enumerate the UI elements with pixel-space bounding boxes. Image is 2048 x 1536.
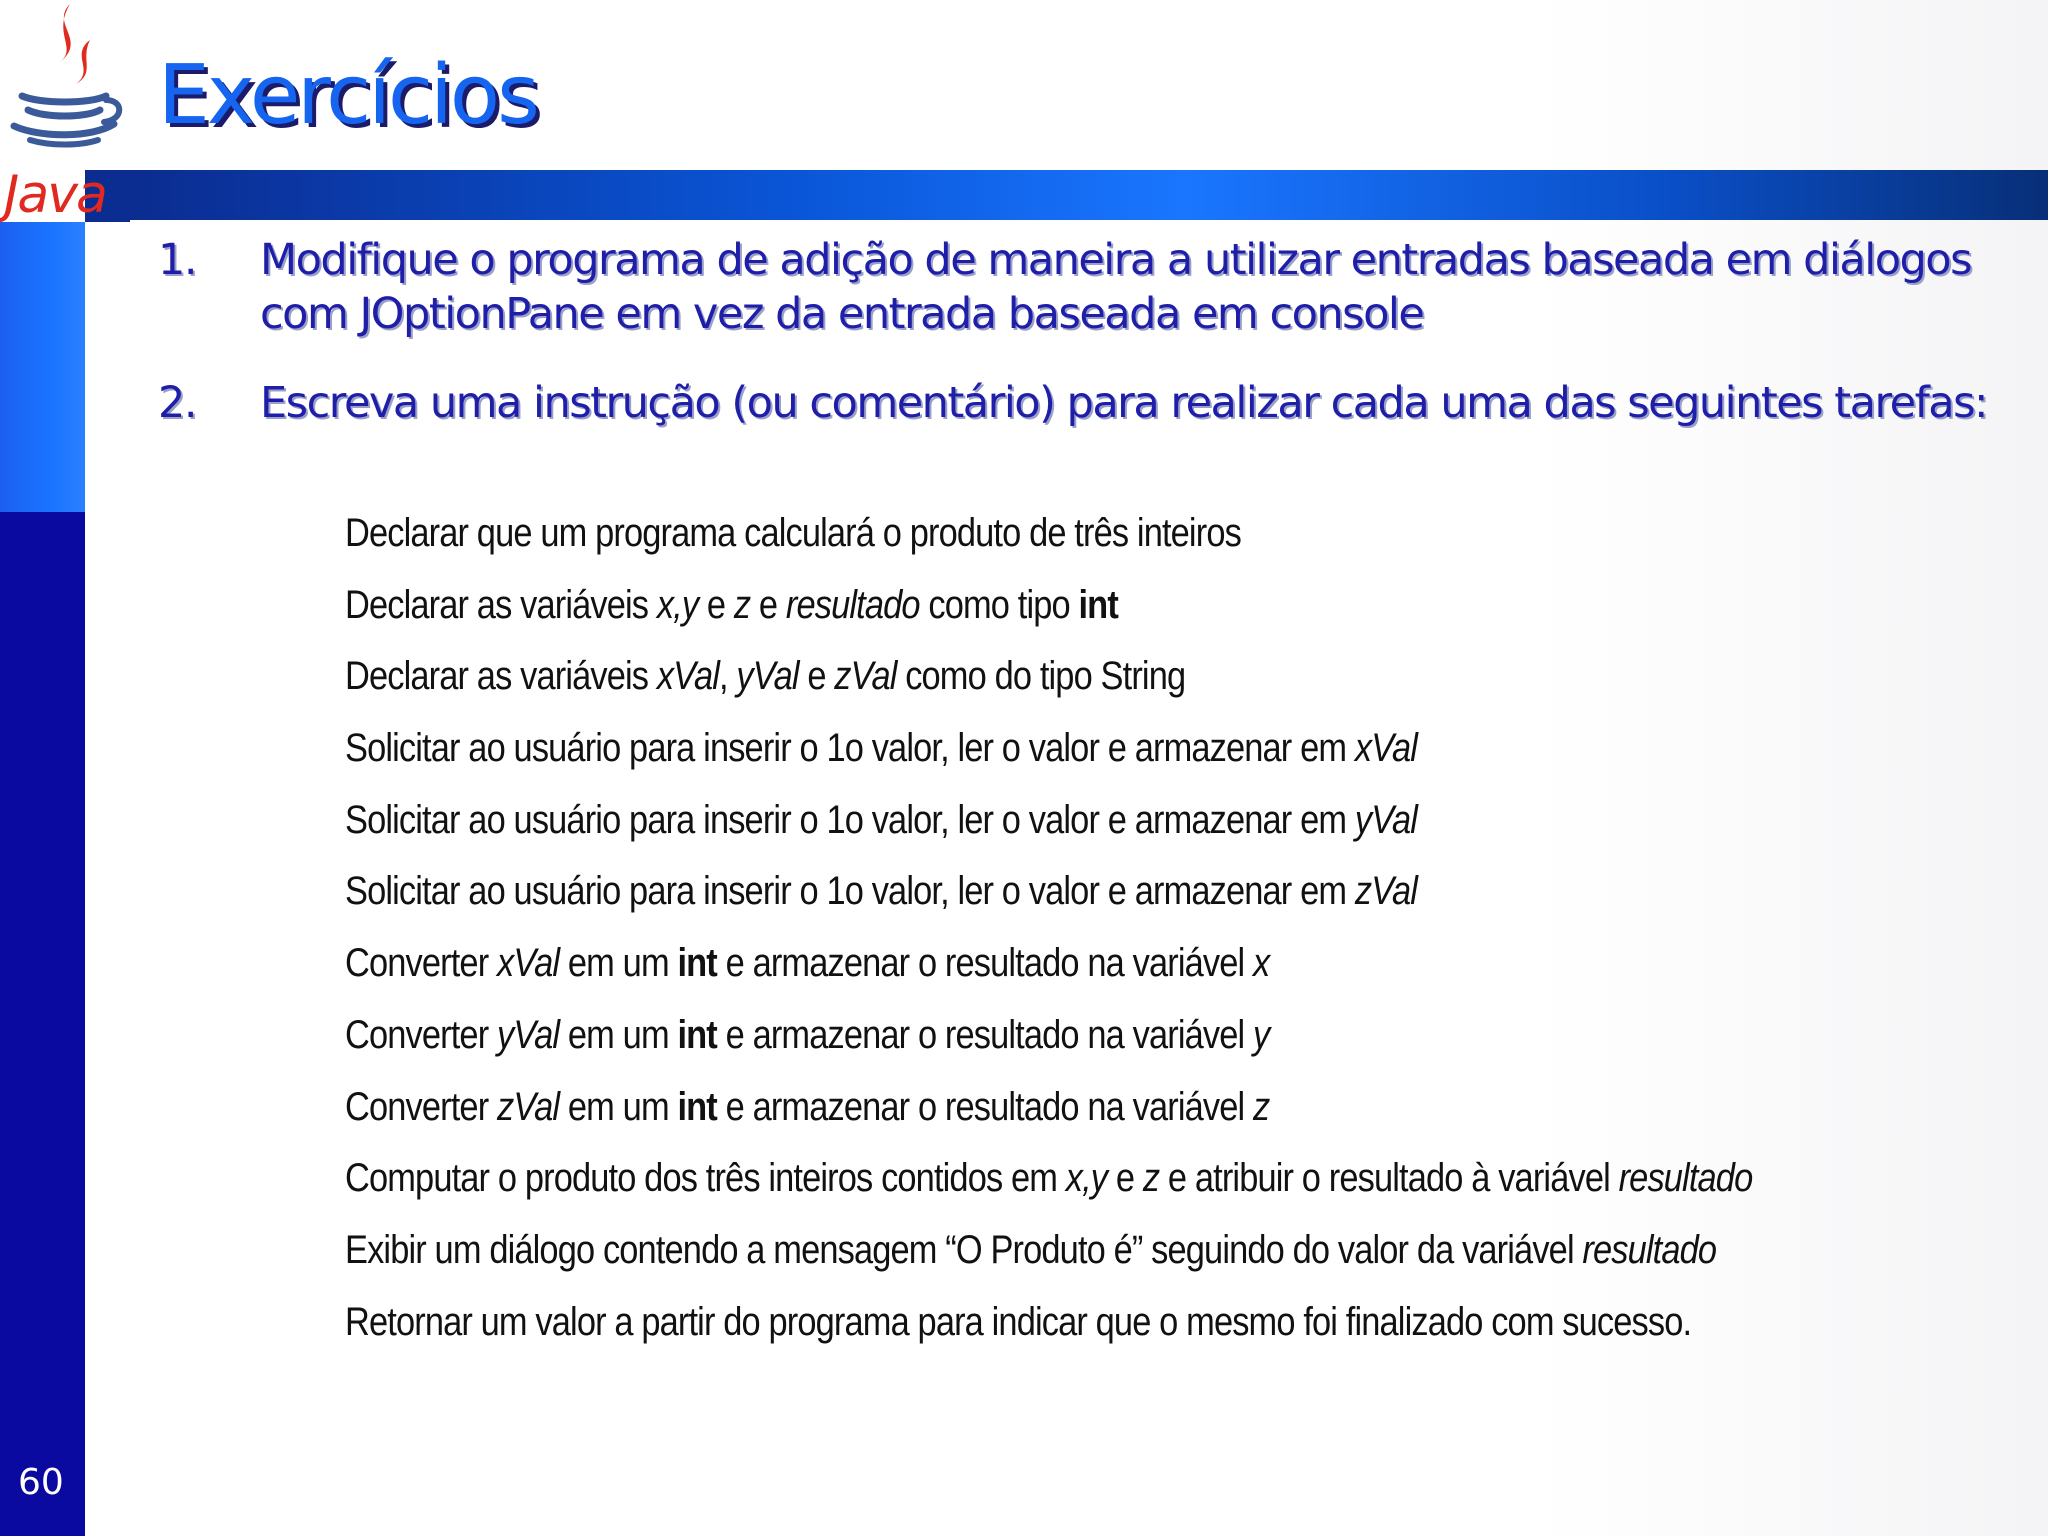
- task-item: Declarar as variáveis xVal, yVal e zVal como do tipo String: [345, 654, 1186, 699]
- task-item: Converter zVal em um int e armazenar o resultado na variável z: [345, 1084, 1270, 1129]
- left-bar-light: [0, 222, 85, 512]
- task-item: Exibir um diálogo contendo a mensagem “O Produto é” seguindo do valor da variável resultado: [345, 1227, 1717, 1272]
- slide-number: 60: [18, 1462, 64, 1503]
- numbered-item-2: [158, 376, 1998, 430]
- page-title: Exercícios: [158, 48, 537, 143]
- task-item: Converter yVal em um int e armazenar o resultado na variável y: [345, 1012, 1270, 1057]
- left-bar-dark: [0, 512, 85, 1536]
- task-list: [345, 505, 1981, 1365]
- java-logo-icon: [0, 0, 130, 222]
- task-item: Computar o produto dos três inteiros contidos em x,y e z e atribuir o resultado à variável resultado: [345, 1156, 1753, 1201]
- task-item: Converter xVal em um int e armazenar o resultado na variável x: [345, 941, 1270, 986]
- java-wordmark: Java: [4, 165, 106, 222]
- header-band: [130, 170, 2048, 220]
- task-item: Declarar as variáveis x,y e z e resultado como tipo int: [345, 582, 1118, 627]
- item-number: 1.: [158, 235, 197, 285]
- item-number: 2.: [158, 378, 197, 428]
- item-text: Escreva uma instrução (ou comentário) para realizar cada uma das seguintes tarefas:: [260, 378, 1988, 428]
- numbered-item-1: [158, 233, 1998, 341]
- task-item: Solicitar ao usuário para inserir o 1o valor, ler o valor e armazenar em xVal: [345, 726, 1418, 771]
- task-item: Solicitar ao usuário para inserir o 1o valor, ler o valor e armazenar em yVal: [345, 797, 1418, 842]
- task-item: Declarar que um programa calculará o produto de três inteiros: [345, 511, 1241, 555]
- task-item: Solicitar ao usuário para inserir o 1o valor, ler o valor e armazenar em zVal: [345, 869, 1418, 914]
- task-item: Retornar um valor a partir do programa para indicar que o mesmo foi finalizado com sucesso.: [345, 1299, 1692, 1344]
- item-text: Modifique o programa de adição de maneira a utilizar entradas baseada em diálogos com JOptionPane em vez da entrada baseada em console: [260, 235, 1972, 339]
